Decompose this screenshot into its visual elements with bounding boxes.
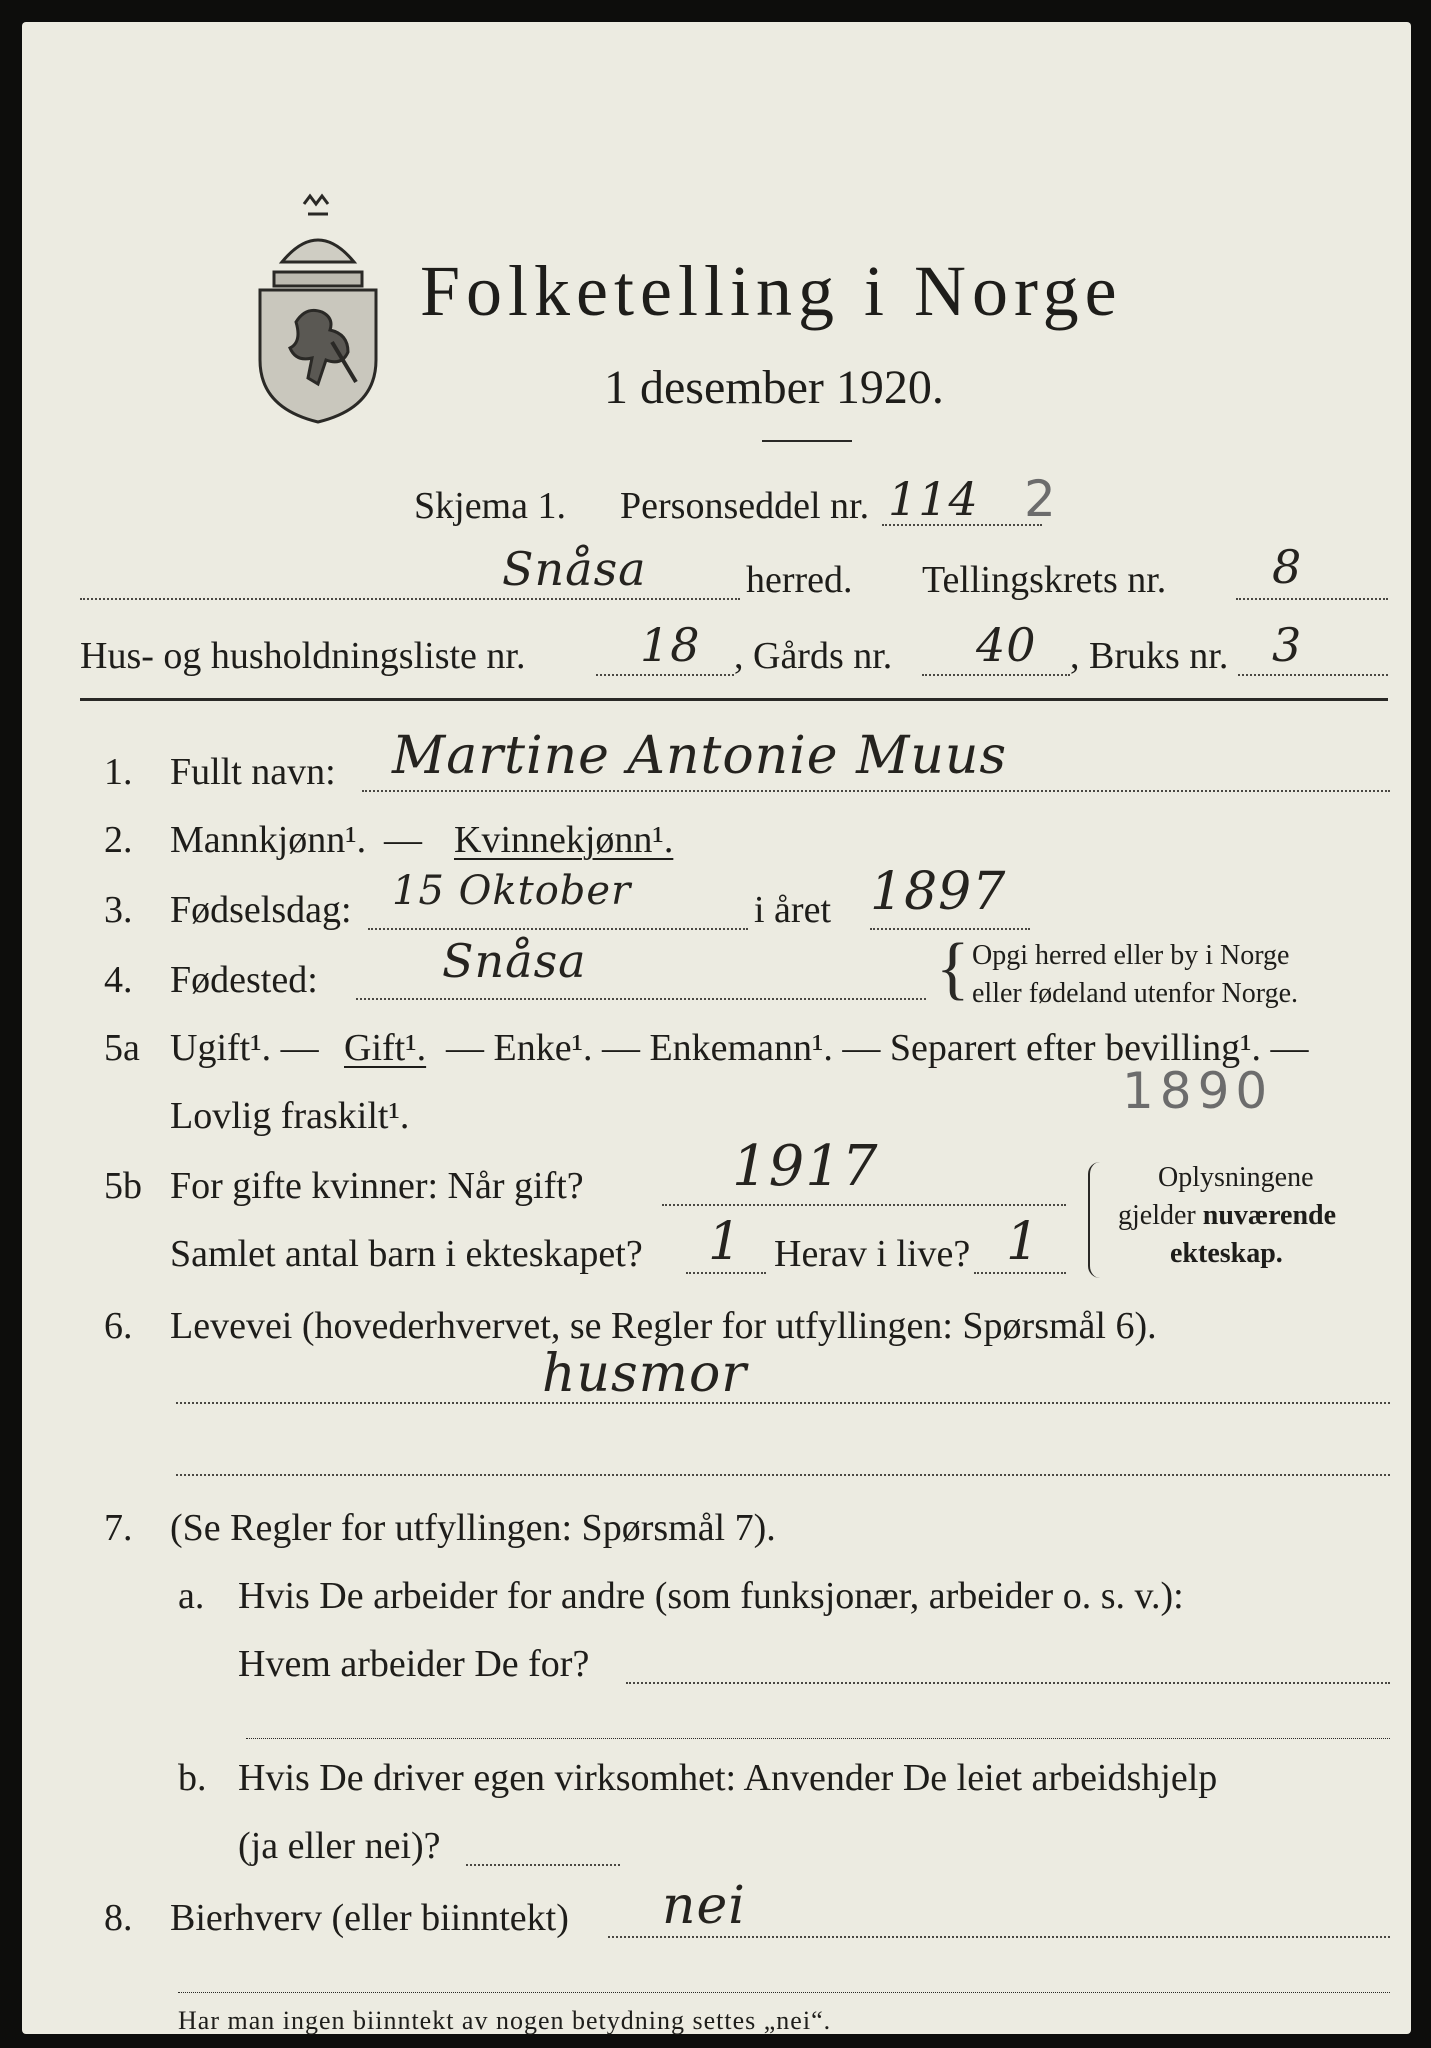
q2-number: 2.: [104, 819, 133, 861]
q5b-married-line: [662, 1204, 1066, 1206]
husliste-value: 18: [640, 618, 701, 672]
q3-year-label: i året: [754, 889, 832, 931]
q8-value: nei: [662, 1876, 746, 1936]
q5b-label: For gifte kvinner: Når gift?: [170, 1165, 584, 1207]
q5b-note-line2-b: nuværende: [1202, 1200, 1337, 1231]
q4-line: [356, 998, 926, 1000]
q7-label: (Se Regler for utfyllingen: Spørsmål 7).: [170, 1507, 776, 1549]
q3-day-line: [368, 928, 748, 930]
q4-note-line2: eller fødeland utenfor Norge.: [972, 978, 1299, 1009]
q8-answer-line2: [178, 1992, 1390, 1993]
q5a-ugift: Ugift¹. —: [170, 1027, 319, 1069]
q5b-number: 5b: [104, 1165, 142, 1207]
q4-label: Fødested:: [170, 959, 318, 1001]
q3-label: Fødselsdag:: [170, 889, 352, 931]
q8-number: 8.: [104, 1897, 133, 1939]
norwegian-coat-of-arms-icon: [244, 192, 390, 424]
q6-value: husmor: [542, 1344, 748, 1404]
q5b-alive-label: Herav i live?: [774, 1233, 971, 1275]
q5a-rest: — Enke¹. — Enkemann¹. — Separert efter bevilling¹. —: [446, 1027, 1309, 1069]
q8-label: Bierhverv (eller biinntekt): [170, 1897, 569, 1939]
q1-value: Martine Antonie Muus: [392, 726, 1008, 786]
personseddel-value: 114: [888, 472, 979, 526]
q4-value: Snåsa: [442, 934, 587, 988]
footer-note: Har man ingen biinntekt av nogen betydning settes „nei“.: [178, 2006, 832, 2035]
gards-value: 40: [976, 618, 1037, 672]
personseddel-pencil: 2: [1024, 470, 1057, 528]
q5a-gift: Gift¹.: [344, 1027, 427, 1069]
census-date: 1 desember 1920.: [604, 361, 944, 414]
header-divider: [80, 698, 1388, 701]
personseddel-label: Personseddel nr.: [620, 485, 870, 527]
q7b-letter: b.: [178, 1757, 207, 1799]
q7a-letter: a.: [178, 1575, 205, 1617]
tellingskrets-label: Tellingskrets nr.: [922, 559, 1167, 601]
husliste-line: [596, 674, 734, 676]
q7-number: 7.: [104, 1507, 133, 1549]
herred-label: herred.: [746, 559, 853, 601]
q5b-alive-value: 1: [1006, 1212, 1041, 1272]
q7a-line2: Hvem arbeider De for?: [238, 1643, 590, 1685]
q2-separator: —: [384, 819, 422, 861]
census-form-page: [22, 22, 1411, 2034]
q3-number: 3.: [104, 889, 133, 931]
q7b-line1: Hvis De driver egen virksomhet: Anvender De leiet arbeidshjelp: [238, 1757, 1218, 1799]
q5b-note-line1: Oplysningene: [1158, 1162, 1314, 1193]
q7a-line1: Hvis De arbeider for andre (som funksjonær, arbeider o. s. v.):: [238, 1575, 1184, 1617]
herred-line: [80, 598, 740, 600]
q3-year-value: 1897: [870, 862, 1007, 922]
q5b-note-line2-a: gjelder: [1118, 1200, 1196, 1231]
q5b-note-line2: [1118, 1198, 1336, 1234]
q6-line2: [176, 1474, 1390, 1476]
q2-female: Kvinnekjønn¹.: [454, 819, 674, 861]
q5b-children-label: Samlet antal barn i ekteskapet?: [170, 1233, 643, 1275]
tellingskrets-value: 8: [1272, 540, 1303, 594]
q2-male: Mannkjønn¹.: [170, 819, 367, 861]
q6-line1: [176, 1402, 1390, 1404]
q7a-answer-line: [626, 1682, 1390, 1684]
q8-line: [608, 1936, 1390, 1938]
q5b-note-line3: ekteskap.: [1170, 1238, 1283, 1269]
q7b-answer-line: [466, 1864, 620, 1866]
husliste-label: Hus- og husholdningsliste nr.: [80, 635, 526, 677]
q1-line: [362, 790, 1390, 792]
q1-label: Fullt navn:: [170, 751, 336, 793]
q3-day-value: 15 Oktober: [392, 868, 632, 914]
q5b-children-line: [686, 1272, 766, 1274]
bruks-value: 3: [1272, 618, 1303, 672]
q4-note-line1: Opgi herred eller by i Norge: [972, 940, 1290, 971]
herred-value: Snåsa: [502, 542, 647, 596]
gards-label: , Gårds nr.: [734, 635, 893, 677]
q7a-answer-line2: [246, 1738, 1390, 1739]
title-divider: [762, 440, 852, 442]
q4-number: 4.: [104, 959, 133, 1001]
gards-line: [922, 674, 1070, 676]
bruks-label: , Bruks nr.: [1070, 635, 1229, 677]
schema-label: Skjema 1.: [414, 485, 566, 527]
q5a-line2: Lovlig fraskilt¹.: [170, 1095, 410, 1137]
q5b-note-brace: [1088, 1162, 1100, 1278]
q4-note-brace: {: [936, 930, 970, 1007]
q5b-alive-line: [974, 1272, 1066, 1274]
q6-label: Levevei (hovederhvervet, se Regler for utfyllingen: Spørsmål 6).: [170, 1305, 1157, 1347]
bruks-line: [1238, 674, 1388, 676]
q1-number: 1.: [104, 751, 133, 793]
q5a-number: 5a: [104, 1027, 140, 1069]
q5b-married-value: 1917: [732, 1134, 879, 1199]
form-title: Folketelling i Norge: [420, 251, 1123, 331]
q6-number: 6.: [104, 1305, 133, 1347]
q5a-pencil-note: 1890: [1122, 1062, 1274, 1120]
tellingskrets-line: [1236, 598, 1388, 600]
q5b-children-value: 1: [708, 1212, 743, 1272]
q7b-line2: (ja eller nei)?: [238, 1825, 441, 1867]
